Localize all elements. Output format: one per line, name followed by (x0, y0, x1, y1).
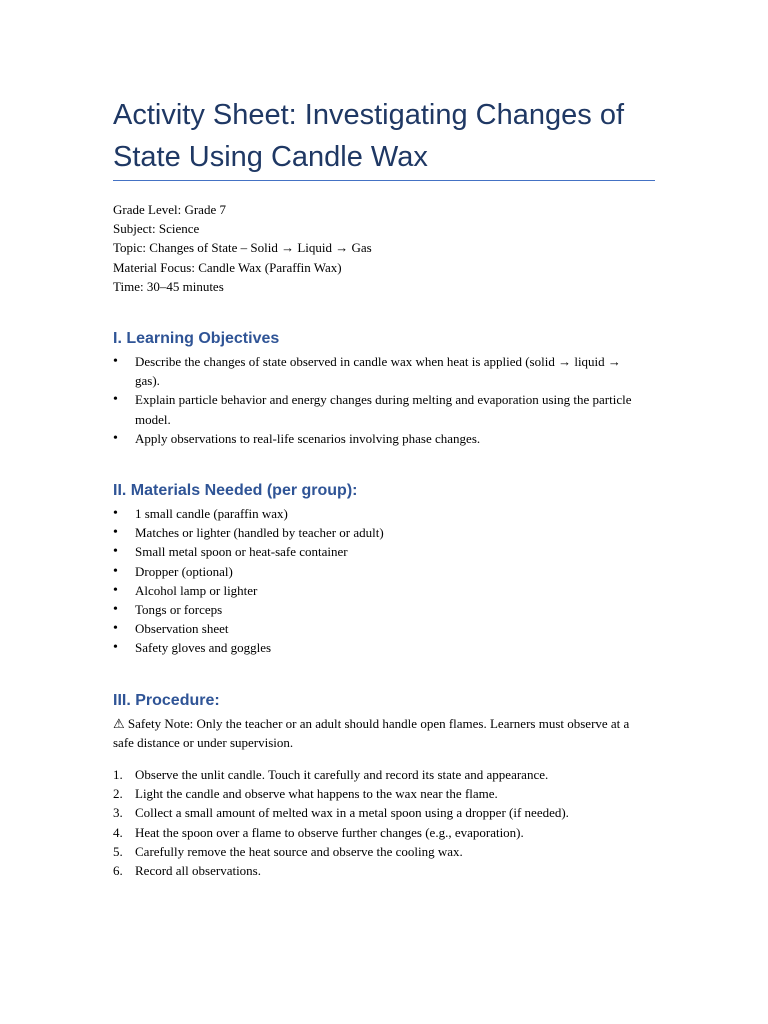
heading-procedure: III. Procedure: (113, 692, 220, 709)
meta-topic: Topic: Changes of State – Solid → Liquid → Gas (113, 240, 372, 256)
list-item: 6. Record all observations. (113, 861, 643, 880)
list-item: • Alcohol lamp or lighter (113, 581, 643, 600)
objectives-list (113, 352, 643, 448)
list-item: • Matches or lighter (handled by teacher or adult) (113, 523, 643, 542)
step-number: 3. (113, 805, 123, 821)
procedure-steps (113, 765, 643, 880)
bullet-icon: • (113, 621, 118, 637)
meta-grade-level: Grade Level: Grade 7 (113, 202, 226, 217)
step-number: 5. (113, 843, 123, 859)
meta-block (113, 200, 372, 296)
bullet-icon: • (113, 354, 118, 369)
list-item: • 1 small candle (paraffin wax) (113, 504, 643, 523)
title-underline (113, 180, 655, 181)
safety-note: ⚠ Safety Note: Only the teacher or an adult should handle open flames. Learners must observe at a safe distance or under supervision. (113, 716, 630, 751)
list-item: • Small metal spoon or heat-safe container (113, 542, 643, 561)
list-item: 1. Observe the unlit candle. Touch it carefully and record its state and appearance. (113, 765, 643, 784)
bullet-icon: • (113, 640, 118, 656)
bullet-icon: • (113, 506, 118, 521)
meta-time: Time: 30–45 minutes (113, 278, 224, 294)
bullet-icon: • (113, 544, 118, 560)
bullet-icon: • (113, 563, 118, 579)
meta-subject: Subject: Science (113, 221, 200, 237)
bullet-icon: • (113, 525, 118, 541)
step-number: 6. (113, 863, 123, 879)
list-item: 2. Light the candle and observe what happens to the wax near the flame. (113, 784, 643, 803)
list-item: • Safety gloves and goggles (113, 638, 643, 657)
heading-learning-objectives: I. Learning Objectives (113, 330, 280, 347)
materials-list (113, 504, 643, 658)
list-item: 5. Carefully remove the heat source and observe the cooling wax. (113, 842, 643, 861)
bullet-icon: • (113, 582, 118, 598)
page-title: Activity Sheet: Investigating Changes of State Using Candle Wax (113, 99, 625, 173)
list-item: • Explain particle behavior and energy changes during melting and evaporation using the particle model. (113, 392, 632, 427)
step-number: 2. (113, 786, 123, 802)
heading-materials-needed: II. Materials Needed (per group): (113, 482, 358, 499)
list-item: 3. Collect a small amount of melted wax in a metal spoon using a dropper (if needed). (113, 803, 643, 822)
list-item: • Dropper (optional) (113, 562, 643, 581)
list-item: • Describe the changes of state observed in candle wax when heat is applied (solid → liquid → gas). (113, 354, 621, 389)
bullet-icon: • (113, 430, 118, 446)
bullet-icon: • (113, 602, 118, 618)
list-item: 4. Heat the spoon over a flame to observe further changes (e.g., evaporation). (113, 823, 643, 842)
bullet-icon: • (113, 392, 118, 408)
list-item: • Observation sheet (113, 619, 643, 638)
meta-material-focus: Material Focus: Candle Wax (Paraffin Wax) (113, 259, 342, 275)
list-item: • Tongs or forceps (113, 600, 643, 619)
list-item: • Apply observations to real-life scenarios involving phase changes. (113, 429, 643, 448)
step-number: 1. (113, 767, 123, 782)
step-number: 4. (113, 824, 123, 840)
